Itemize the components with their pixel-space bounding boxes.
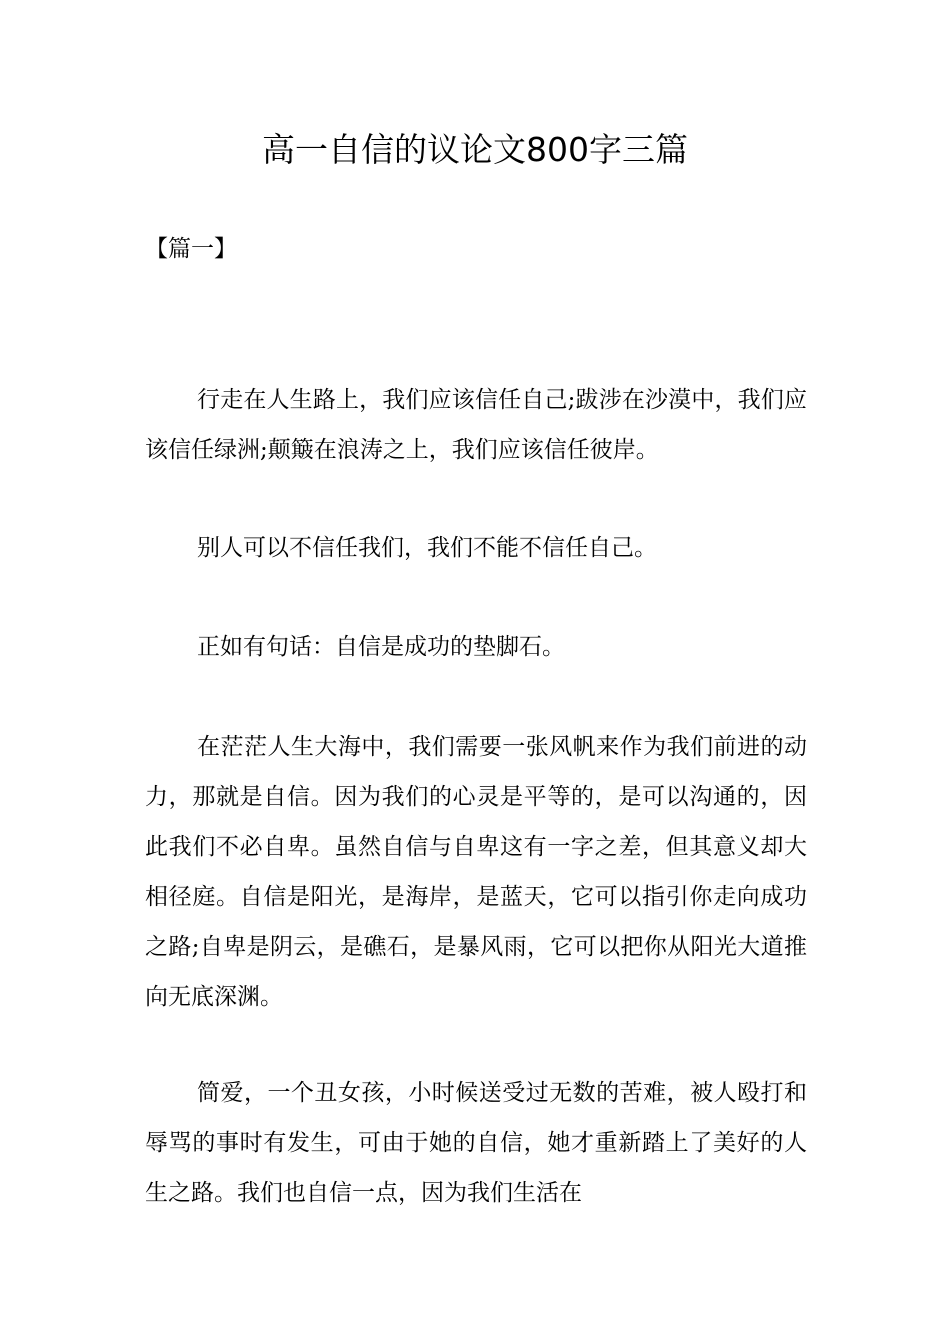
paragraph: 在茫茫人生大海中，我们需要一张风帆来作为我们前进的动力，那就是自信。因为我们的心灵是平等的，是可以沟通的，因此我们不必自卑。虽然自信与自卑这有一字之差，但其意义却大相径庭。自信是阳光，是海岸，是蓝天，它可以指引你走向成功之路;自卑是阴云，是礁石，是暴风雨，它可以把你从阳光大道推向无底深渊。 (145, 734, 807, 1010)
paragraph: 别人可以不信任我们，我们不能不信任自己。 (197, 535, 657, 561)
document-title: 高一自信的议论文800字三篇 (262, 130, 688, 169)
paragraph: 正如有句话：自信是成功的垫脚石。 (197, 634, 565, 660)
paragraph: 简爱，一个丑女孩，小时候送受过无数的苦难，被人殴打和辱骂的事时有发生，可由于她的自信，她才重新踏上了美好的人生之路。我们也自信一点，因为我们生活在 (145, 1080, 807, 1206)
section-label: 【篇一】 (145, 236, 237, 262)
paragraph: 行走在人生路上，我们应该信任自己;跋涉在沙漠中，我们应该信任绿洲;颠簸在浪涛之上，我们应该信任彼岸。 (145, 387, 807, 463)
